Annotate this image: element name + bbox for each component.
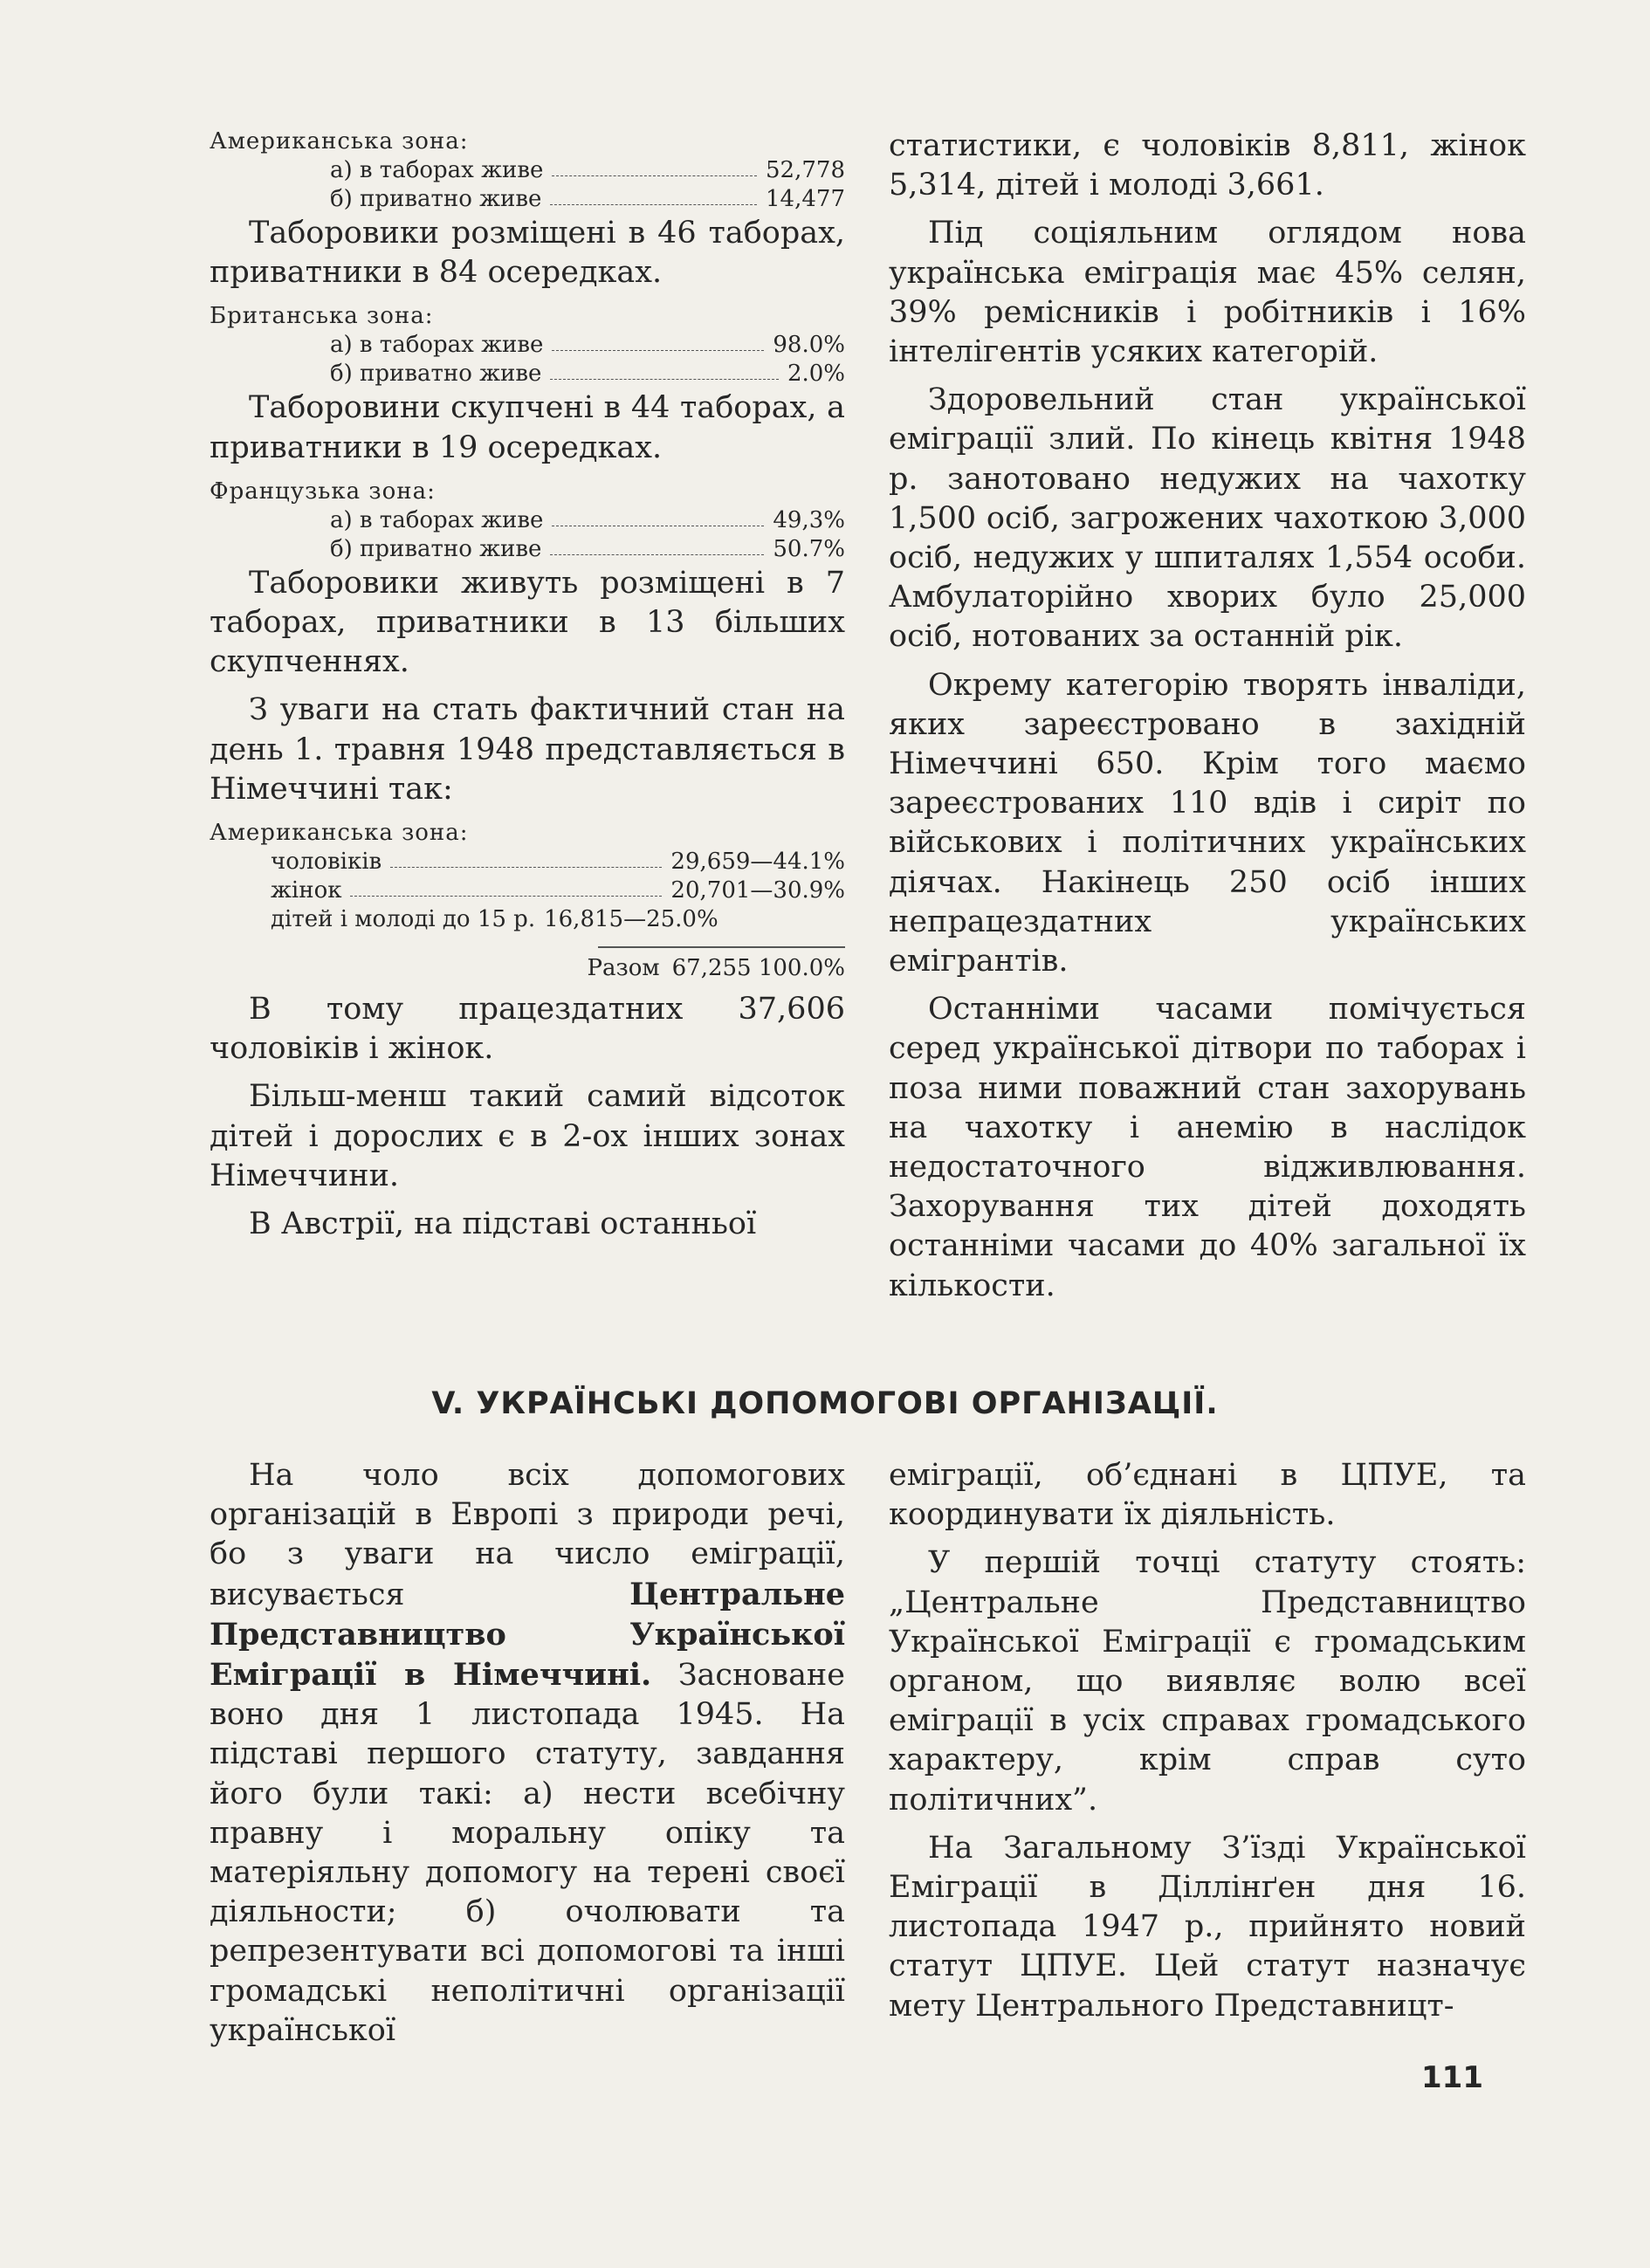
- list-item-label: б) приватно живе: [330, 361, 542, 388]
- french-zone-list: [210, 506, 845, 564]
- list-item-value: 14,477: [766, 186, 845, 212]
- list-item-value: 52,778: [766, 157, 845, 183]
- list-item-value: 20,701—30.9%: [670, 877, 845, 904]
- paragraph: еміграції, об’єднані в ЦПУЕ, та координувати їх діяльність.: [889, 1458, 1526, 1533]
- left-column-top: [210, 127, 845, 1253]
- paragraph: [210, 1456, 845, 2051]
- leader-dots: [390, 867, 662, 868]
- leader-dots: [550, 554, 764, 555]
- list-item: [210, 185, 845, 214]
- leader-dots: [550, 379, 779, 380]
- list-item: [210, 331, 845, 360]
- list-item-value: 98.0%: [773, 332, 845, 359]
- american-zone-heading-2: Американська зона:: [210, 820, 469, 847]
- left-column-bottom: [210, 1456, 845, 2059]
- list-item-label: дітей і молоді до 15 р.: [271, 906, 536, 933]
- gender-list: [210, 848, 845, 934]
- list-item-label: жінок: [271, 877, 342, 904]
- paragraph: Останніми часами помічується серед української дітвори по таборах і поза ними поважний стан захорувань на чахотку і анемію в наслідок недостаточного відживлювання. Захорування тих дітей доходять останніми часами до 40% загальної їх кількости.: [889, 992, 1526, 1303]
- british-zone-list: [210, 331, 845, 388]
- sum-divider: [598, 946, 845, 948]
- list-item: [210, 535, 845, 564]
- page-number: 111: [1421, 2060, 1483, 2095]
- list-item-label: чоловіків: [271, 849, 382, 876]
- paragraph-rest: Засноване воно дня 1 листопада 1945. На підставі першого статуту, завдання його були такі: а) нести всебічну правну і моральну опіку та матеріяльну допомогу на терені своєї діяльности; б) очолювати та репрезентувати всі допомогові та інші громадські неполітичні організації української: [210, 1658, 845, 2048]
- right-column-bottom: [889, 1456, 1526, 2035]
- list-item-value: 50.7%: [773, 535, 845, 562]
- paragraph: З уваги на стать фактичний стан на день 1. травня 1948 представляється в Німеччині так:: [210, 692, 845, 807]
- total-value: 67,255 100.0%: [671, 955, 845, 982]
- leader-dots: [550, 204, 757, 205]
- paragraph: На Загальному З’їзді Української Еміграції в Діллінґен дня 16. листопада 1947 р., прийнято новий статут ЦПУЕ. Цей статут назначує мету Центрального Представницт-: [889, 1830, 1526, 2024]
- british-zone-heading: Британська зона:: [210, 303, 434, 330]
- list-item-label: а) в таборах живе: [330, 332, 544, 359]
- paragraph: Таборовини скупчені в 44 таборах, а приватники в 19 осередках.: [210, 390, 845, 465]
- list-item: [210, 506, 845, 535]
- total-row: [210, 953, 845, 983]
- list-item-value: 49,3%: [773, 506, 845, 533]
- paragraph: Під соціяльним оглядом нова українська еміграція має 45% селян, 39% ремісників і робітників і 16% інтелігентів усяких категорій.: [889, 216, 1526, 370]
- list-item-label: а) в таборах живе: [330, 506, 544, 533]
- list-item-label: б) приватно живе: [330, 535, 542, 562]
- list-item: [210, 848, 845, 876]
- paragraph: статистики, є чоловіків 8,811, жінок 5,314, дітей і молоді 3,661.: [889, 128, 1526, 203]
- section-title: V. УКРАЇНСЬКІ ДОПОМОГОВІ ОРГАНІЗАЦІЇ.: [431, 1386, 1219, 1421]
- list-item-label: а) в таборах живе: [330, 157, 544, 183]
- paragraph: В Австрії, на підставі останньої: [249, 1206, 757, 1242]
- american-zone-heading: Американська зона:: [210, 128, 469, 155]
- leader-dots: [552, 175, 757, 176]
- list-item: [210, 876, 845, 905]
- list-item-value: 29,659—44.1%: [670, 849, 845, 876]
- paragraph: Таборовики розміщені в 46 таборах, приватники в 84 осередках.: [210, 216, 845, 291]
- list-item: [210, 905, 845, 934]
- leader-dots: [350, 896, 662, 897]
- organization-name: Центральне Представництво Української Еміграції в Німеччині.: [210, 1576, 845, 1694]
- paragraph: Окрему категорію творять інваліди, яких зареєстровано в західній Німеччині 650. Крім того маємо зареєстрованих 110 вдів і сиріт по військових і політичних українських діячах. Накінець 250 осіб інших непрацездатних українських емігрантів.: [889, 667, 1526, 979]
- list-item: [210, 156, 845, 185]
- french-zone-heading: Французька зона:: [210, 478, 436, 505]
- paragraph: Більш-менш такий самий відсоток дітей і дорослих є в 2-ох інших зонах Німеччини.: [210, 1079, 845, 1193]
- paragraph: Здоровельний стан української еміграції злий. По кінець квітня 1948 р. занотовано недужих на чахотку 1,500 осіб, загрожених чахоткою 3,000 осіб, недужих у шпиталях 1,554 особи. Амбулаторійно хворих було 25,000 осіб, нотованих за останній рік.: [889, 382, 1526, 655]
- american-zone-list: [210, 156, 845, 214]
- right-column-top: [889, 127, 1526, 1315]
- list-item-label: б) приватно живе: [330, 186, 542, 212]
- paragraph: Таборовики живуть розміщені в 7 таборах, приватники в 13 більших скупченнях.: [210, 565, 845, 680]
- leader-dots: [552, 350, 764, 351]
- paragraph: У першій точці статуту стоять: „Центральне Представництво Української Еміграції є громадським органом, що виявляє волю всеї еміграції в усіх справах громадського характеру, крім справ суто політичних”.: [889, 1545, 1526, 1818]
- list-item-value: 16,815—25.0%: [544, 906, 718, 933]
- list-item: [210, 360, 845, 388]
- total-label: Разом: [587, 955, 660, 982]
- paragraph: В тому працездатних 37,606 чоловіків і жінок.: [210, 992, 845, 1067]
- paragraph-intro: На чоло всіх допомогових організацій в Европі з природи речі, бо з уваги на число еміграції, висувається: [210, 1458, 845, 1612]
- list-item-value: 2.0%: [787, 361, 845, 388]
